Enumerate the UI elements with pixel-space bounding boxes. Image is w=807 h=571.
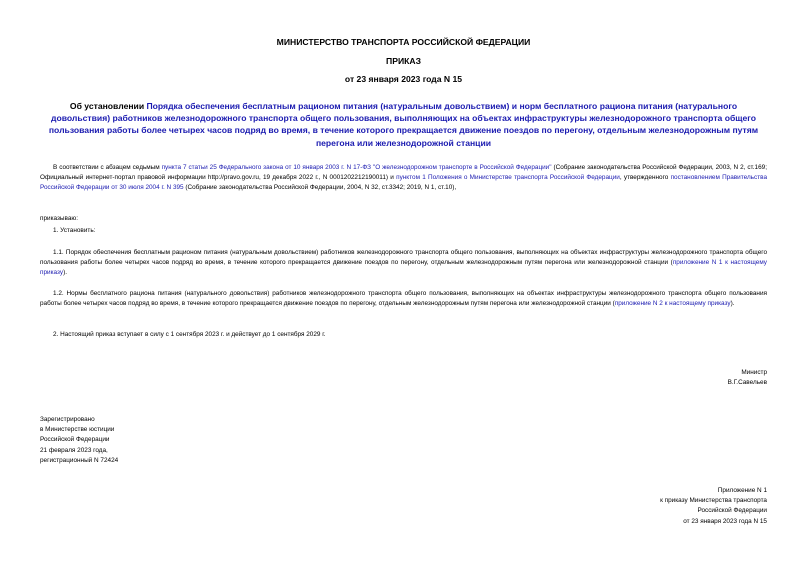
preamble-text-2: (Собрание законодательства Российской Федерации, 2003, N 2, ст.169; Официальный интернет-портал правовой информации http://pravo.gov.ru, 19 декабря 2022 г., N 0001202212190011) и <box>40 164 767 182</box>
signature-position: Министр <box>741 369 767 376</box>
registration-line-4: 21 февраля 2023 года, <box>40 446 108 454</box>
government-decree-link[interactable]: постановлением Правительства Российской Федерации от 30 июля 2004 г. N 395 <box>40 174 767 192</box>
signature-name: В.Г.Савельев <box>727 379 767 387</box>
item-1-1-end: ). <box>63 269 67 277</box>
item-1-2-text: 1.2. Нормы бесплатного рациона питания (натурального довольствия) работников железнодорожного транспорта общего пользования, выполняющих на объектах инфраструктуры железнодорожного транспорта общего пользования работы более четырех часов подряд во время, в течение которого прекращается движение поездов по перегону, отдельным железнодорожным путям перегона или железнодорожной станции ( <box>40 290 767 308</box>
doc-type-heading: ПРИКАЗ <box>386 56 421 66</box>
preamble-text-3: , утвержденного <box>619 174 671 182</box>
appendix-2-link[interactable]: приложение N 2 к настоящему приказу <box>614 300 731 308</box>
item-2: 2. Настоящий приказ вступает в силу с 1 сентября 2023 г. и действует до 1 сентября 2029 г. <box>53 331 326 338</box>
item-1-2-paragraph <box>40 289 767 309</box>
document-title <box>40 100 767 149</box>
title-link[interactable]: Порядка обеспечения бесплатным рационом питания (натуральным довольствием) и норм бесплатного рациона питания (натурального довольствия) работников железнодорожного транспорта общего пользования, выполняющих на объектах инфраструктуры железнодорожного транспорта общего пользования работы более четырех часов подряд во время, в течение которого прекращается движение поездов по перегону, отдельным железнодорожным путям перегона или железнодорожной станции <box>48 101 759 148</box>
item-1-1-paragraph <box>40 248 767 279</box>
item-1-2-end: ). <box>730 300 735 308</box>
doc-date-number: от 23 января 2023 года N 15 <box>344 74 463 84</box>
appendix-heading-block <box>660 486 767 527</box>
title-prefix: Об установлении <box>69 101 147 111</box>
preamble-paragraph <box>40 163 767 194</box>
appendix-line-2: к приказу Министерства транспорта <box>660 497 767 505</box>
order-word: приказываю: <box>40 215 78 222</box>
regulation-link[interactable]: пунктом 1 Положения о Министерстве транспорта Российской Федерации <box>396 174 620 182</box>
registration-block <box>40 415 118 466</box>
registration-line-2: в Министерстве юстиции <box>40 426 115 434</box>
registration-line-3: Российской Федерации <box>40 436 110 444</box>
item-1-1-text: 1.1. Порядок обеспечения бесплатным рационом питания (натуральным довольствием) работников железнодорожного транспорта общего пользования, выполняющих на объектах инфраструктуры железнодорожного транспорта общего пользования работы более четырех часов подряд во время, в течение которого прекращается движение поездов по перегону, отдельным железнодорожным путям перегона или железнодорожной станции ( <box>40 249 767 267</box>
appendix-line-4: от 23 января 2023 года N 15 <box>683 517 767 525</box>
ministry-heading: МИНИСТЕРСТВО ТРАНСПОРТА РОССИЙСКОЙ ФЕДЕРАЦИИ <box>276 37 531 47</box>
law-link[interactable]: пункта 7 статьи 25 Федерального закона от 10 января 2003 г. N 17-ФЗ "О железнодорожном транспорте в Российской Федерации" <box>161 164 552 171</box>
item-1: 1. Установить: <box>53 227 96 234</box>
registration-line-5: регистрационный N 72424 <box>40 456 119 464</box>
registration-line-1: Зарегистрировано <box>40 416 95 423</box>
appendix-line-3: Российской Федерации <box>697 507 767 515</box>
signature-block <box>728 368 767 388</box>
appendix-line-1: Приложение N 1 <box>717 487 767 494</box>
appendix-1-link[interactable]: приложение N 1 к настоящему приказу <box>40 259 767 277</box>
preamble-text-1: В соответствии с абзацем седьмым <box>53 164 162 171</box>
preamble-text-4: (Собрание законодательства Российской Федерации, 2004, N 32, ст.3342; 2019, N 1, ст.10), <box>183 184 457 192</box>
